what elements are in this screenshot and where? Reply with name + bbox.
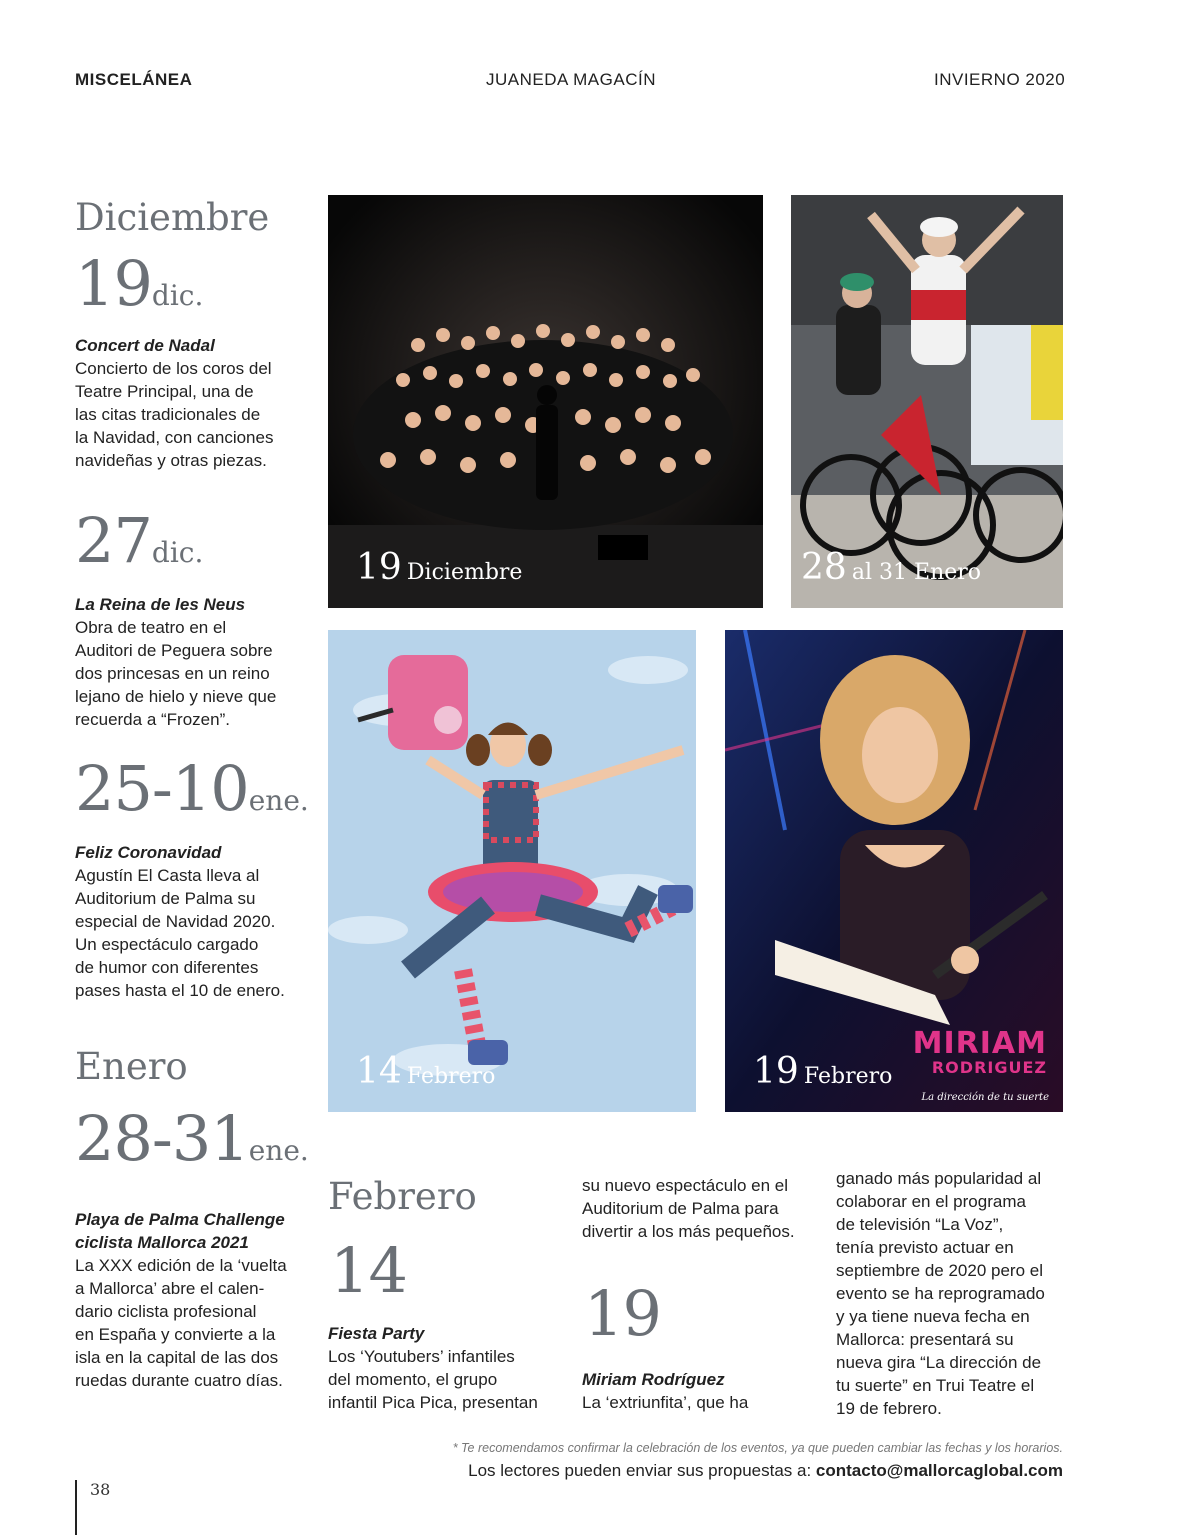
photo-choir-concert <box>328 195 763 608</box>
page-number-rule <box>75 1480 77 1535</box>
event-miriam-rodriguez-continued: ganado más popularidad al colaborar en el programa de televisión “La Voz”, tenía previsto actuar en septiembre de 2020 pero el evento se ha reprogramado y ya tiene nueva fecha en Mallorca: presentará su nueva gira “La dirección de tu suerte” en Trui Teatre el 19 de febrero. <box>836 1169 1045 1418</box>
issue-label: INVIERNO 2020 <box>934 70 1066 89</box>
event-playa-de-palma-challenge <box>75 1208 315 1392</box>
event-concert-de-nadal <box>75 334 315 472</box>
event-title: Miriam Rodríguez <box>582 1370 725 1389</box>
date-25-10-ene: 25-10ene. <box>75 752 309 825</box>
section-label: MISCELÁNEA <box>75 70 193 89</box>
event-fiesta-party-continued: su nuevo espectáculo en el Auditorium de Palma para divertir a los más pequeños. <box>582 1176 795 1241</box>
contact-line: Los lectores pueden enviar sus propuestas a: contacto@mallorcaglobal.com <box>468 1461 1063 1480</box>
magazine-title: JUANEDA MAGACÍN <box>486 70 656 89</box>
event-miriam-rodriguez <box>582 1368 817 1414</box>
poster-tagline: La dirección de tu suerte <box>921 1092 1049 1103</box>
event-title: Fiesta Party <box>328 1324 425 1343</box>
event-feliz-coronavidad <box>75 841 315 1002</box>
date-19-dic: 19dic. <box>75 247 204 320</box>
photo-caption: 28 al 31 Enero <box>801 547 982 588</box>
date-28-31-ene: 28-31ene. <box>75 1102 309 1175</box>
month-heading-february: Febrero <box>328 1175 477 1218</box>
photo-miriam-rodriguez-poster <box>725 630 1063 1112</box>
photo-caption: 14 Febrero <box>356 1051 496 1092</box>
photo-cyclist <box>791 195 1063 608</box>
event-desc: La XXX edición de la ‘vuelta a Mallorca’ abre el calen- dario ciclista profesional en España y convierte a la isla en la capital de las dos ruedas durante cuatro días. <box>75 1256 287 1390</box>
page-number: 38 <box>90 1480 111 1499</box>
month-heading-january: Enero <box>75 1045 188 1088</box>
photo-caption: 19 Febrero <box>753 1051 893 1092</box>
footnote-disclaimer: * Te recomendamos confirmar la celebración de los eventos, ya que pueden cambiar las fechas y los horarios. <box>452 1441 1063 1455</box>
event-title: Playa de Palma Challenge ciclista Mallorca 2021 <box>75 1210 285 1252</box>
event-title: Feliz Coronavidad <box>75 843 222 862</box>
poster-brand: MIRIAM RODRIGUEZ <box>912 1026 1047 1077</box>
event-desc: Obra de teatro en el Auditori de Peguera sobre dos princesas en un reino lejano de hielo y nieve que recuerda a “Frozen”. <box>75 618 277 729</box>
event-la-reina-de-les-neus <box>75 593 315 731</box>
photo-fiesta-party <box>328 630 696 1112</box>
month-heading-december: Diciembre <box>75 196 270 239</box>
event-title: La Reina de les Neus <box>75 595 246 614</box>
event-desc: Concierto de los coros del Teatre Principal, una de las citas tradicionales de la Navidad, con canciones navideñas y otras piezas. <box>75 359 274 470</box>
date-19-feb: 19 <box>584 1277 661 1350</box>
contact-email-link[interactable]: contacto@mallorcaglobal.com <box>815 1461 1063 1480</box>
event-desc: La ‘extriunfita’, que ha <box>582 1393 749 1412</box>
photo-caption: 19 Diciembre <box>356 547 523 588</box>
event-title: Concert de Nadal <box>75 336 215 355</box>
event-fiesta-party <box>328 1322 563 1414</box>
event-desc: Agustín El Casta lleva al Auditorium de Palma su especial de Navidad 2020. Un espectáculo cargado de humor con diferentes pases hasta el 10 de enero. <box>75 866 285 1000</box>
date-27-dic: 27dic. <box>75 504 204 577</box>
jumping-girl-illustration <box>328 630 696 1112</box>
date-14-feb: 14 <box>330 1234 407 1307</box>
event-desc: Los ‘Youtubers’ infantiles del momento, el grupo infantil Pica Pica, presentan <box>328 1347 538 1412</box>
